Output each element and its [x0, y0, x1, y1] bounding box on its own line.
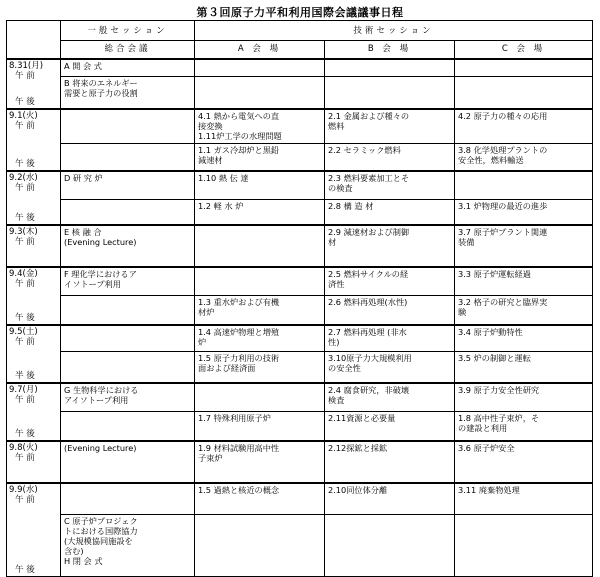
general-session-cell: G 生物科学における アイソトープ利用 — [61, 383, 195, 412]
room-b-cell: 2.10同位体分離 — [325, 483, 455, 515]
general-session-cell: A 開 会 式 — [61, 59, 195, 77]
room-a-cell — [195, 225, 325, 267]
general-session-cell — [61, 296, 195, 325]
room-c-cell — [455, 59, 593, 77]
room-c-cell — [455, 514, 593, 576]
room-a-cell — [195, 514, 325, 576]
room-b-cell: 2.11資源と必要量 — [325, 412, 455, 441]
am-label: 午 前 — [15, 336, 35, 347]
am-label: 午 前 — [15, 236, 35, 247]
general-session-cell: D 研 究 炉 — [61, 171, 195, 200]
room-b-cell: 2.7 燃料再処理 (非水 性) — [325, 325, 455, 352]
room-b-cell: 2.1 金属および種々の 燃料 — [325, 109, 455, 144]
room-a-cell: 1.7 特殊利用原子炉 — [195, 412, 325, 441]
room-a-cell: 1.3 重水炉および有機 材炉 — [195, 296, 325, 325]
room-a-cell: 1.1 ガス冷却炉と黒鉛 減速材 — [195, 143, 325, 170]
room-b-cell: 2.9 減速材および制御 材 — [325, 225, 455, 267]
am-label: 午 前 — [15, 394, 35, 405]
pm-label: 半 後 — [15, 370, 35, 381]
room-c-cell: 3.9 原子力安全性研究 — [455, 383, 593, 412]
day-cell — [7, 59, 61, 109]
am-label: 午 前 — [15, 120, 35, 131]
general-session-cell: B 将来のエネルギー 需要と原子力の役割 — [61, 77, 195, 109]
room-a-cell: 1.10 熱 伝 達 — [195, 171, 325, 200]
am-label: 午 前 — [15, 494, 35, 505]
room-b-cell — [325, 514, 455, 576]
room-a-cell — [195, 383, 325, 412]
room-b-cell: 2.2 セラミック燃料 — [325, 143, 455, 170]
room-b-cell: 2.12探鉱と採鉱 — [325, 441, 455, 483]
room-b-cell — [325, 77, 455, 109]
day-date: 9.1(火) — [9, 110, 38, 121]
room-c-cell: 1.8 高中性子束炉，そ の建設と利用 — [455, 412, 593, 441]
day-cell — [7, 483, 61, 577]
page-title: 第３回原子力平和利用国際会議議事日程 — [196, 6, 404, 19]
room-c-cell: 4.2 原子力の種々の応用 — [455, 109, 593, 144]
general-session-cell — [61, 483, 195, 515]
day-date: 9.8(火) — [9, 442, 38, 453]
day-date: 9.3(木) — [9, 226, 38, 237]
day-cell — [7, 383, 61, 441]
general-session-cell — [61, 351, 195, 382]
room-a-cell: 1.5 原子力利用の技術 面および経済面 — [195, 351, 325, 382]
day-date: 9.7(月) — [9, 384, 38, 395]
day-cell — [7, 225, 61, 267]
room-a-cell: 1.4 高速炉物理と増殖 炉 — [195, 325, 325, 352]
room-c-cell: 3.1 炉物理の最近の進歩 — [455, 200, 593, 225]
room-c-cell: 3.2 格子の研究と臨界実 験 — [455, 296, 593, 325]
am-label: 午 前 — [15, 182, 35, 193]
room-c-header: C 会 場 — [455, 41, 593, 59]
general-session-cell — [61, 143, 195, 170]
pm-label: 午 後 — [15, 212, 35, 223]
room-b-cell: 2.4 腐食研究，非破壊 検査 — [325, 383, 455, 412]
room-b-cell: 2.6 燃料再処理(水性) — [325, 296, 455, 325]
room-b-cell: 3.10原子力大規模利用 の安全性 — [325, 351, 455, 382]
am-label: 午 前 — [15, 70, 35, 81]
room-c-cell: 3.6 原子炉安全 — [455, 441, 593, 483]
am-label: 午 前 — [15, 452, 35, 463]
room-b-header: B 会 場 — [325, 41, 455, 59]
general-session-cell: C 原子炉プロジェク トにおける国際協力 (大規模協同施設を 含む) H 閉 会 式 — [61, 514, 195, 576]
general-session-header: 一般セッション — [61, 21, 195, 41]
general-session-cell — [61, 109, 195, 144]
room-a-cell: 1.2 軽 水 炉 — [195, 200, 325, 225]
corner-cell — [7, 21, 61, 59]
room-a-cell: 1.5 過熱と核近の概念 — [195, 483, 325, 515]
general-session-cell: E 核 融 合 (Evening Lecture) — [61, 225, 195, 267]
day-date: 9.2(水) — [9, 172, 38, 183]
general-session-cell — [61, 412, 195, 441]
pm-label: 午 後 — [15, 428, 35, 439]
room-c-cell: 3.5 炉の制御と運転 — [455, 351, 593, 382]
pm-label: 午 後 — [15, 158, 35, 169]
room-a-cell: 4.1 熱から電気への直 接変換 1.11炉工学の水理問題 — [195, 109, 325, 144]
room-a-cell: 1.9 材料試験用高中性 子束炉 — [195, 441, 325, 483]
room-c-cell: 3.7 原子炉プラント関連 装備 — [455, 225, 593, 267]
room-c-cell: 3.8 化学処理プラントの 安全性，燃料輸送 — [455, 143, 593, 170]
day-date: 9.5(土) — [9, 326, 38, 337]
general-session-cell — [61, 200, 195, 225]
day-cell — [7, 109, 61, 171]
general-session-cell — [61, 325, 195, 352]
day-date: 9.4(金) — [9, 268, 38, 279]
room-a-cell — [195, 77, 325, 109]
pm-label: 午 後 — [15, 312, 35, 323]
room-c-cell: 3.3 原子炉運転経過 — [455, 267, 593, 296]
plenary-header: 総合会議 — [61, 41, 195, 59]
room-c-cell — [455, 171, 593, 200]
day-cell — [7, 325, 61, 383]
room-b-cell: 2.3 燃料要素加工とそ の検査 — [325, 171, 455, 200]
room-b-cell: 2.5 燃料サイクルの経 済性 — [325, 267, 455, 296]
day-date: 8.31(月) — [9, 60, 44, 71]
room-a-cell — [195, 267, 325, 296]
general-session-cell: (Evening Lecture) — [61, 441, 195, 483]
day-cell — [7, 171, 61, 225]
pm-label: 午 後 — [15, 564, 35, 575]
room-c-cell — [455, 77, 593, 109]
room-a-cell — [195, 59, 325, 77]
am-label: 午 前 — [15, 278, 35, 289]
room-b-cell — [325, 59, 455, 77]
room-c-cell: 3.11 廃棄物処理 — [455, 483, 593, 515]
day-cell — [7, 441, 61, 483]
day-cell — [7, 267, 61, 325]
schedule-table — [6, 20, 593, 577]
room-a-header: A 会 場 — [195, 41, 325, 59]
technical-session-header: 技術セッション — [195, 21, 593, 41]
room-b-cell: 2.8 構 造 材 — [325, 200, 455, 225]
pm-label: 午 後 — [15, 96, 35, 107]
day-date: 9.9(水) — [9, 484, 38, 495]
general-session-cell: F 理化学におけるア イソトープ利用 — [61, 267, 195, 296]
room-c-cell: 3.4 原子炉動特性 — [455, 325, 593, 352]
